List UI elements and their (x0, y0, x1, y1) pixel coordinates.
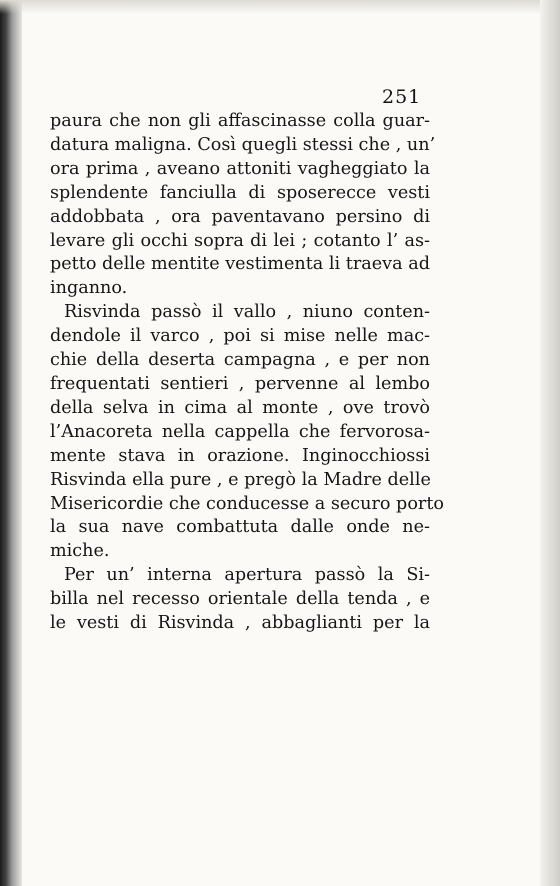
text-line: chie della deserta campagna , e per non (50, 350, 430, 371)
text-line: della selva in cima al monte , ove trovò (50, 397, 430, 418)
text-line: le vesti di Risvinda , abbaglianti per la (50, 613, 430, 634)
book-spine-shadow (0, 0, 22, 886)
text-line: mente stava in orazione. Inginocchiossi (50, 445, 430, 466)
page-right-edge (540, 0, 560, 886)
text-line: dendole il varco , poi si mise nelle mac- (50, 326, 430, 347)
text-line: petto delle mentite vestimenta li traeva ad (50, 254, 430, 275)
body-text (50, 110, 444, 636)
text-line: l’Anacoreta nella cappella che fervorosa- (50, 421, 430, 442)
text-line: Risvinda ella pure , e pregò la Madre delle (50, 469, 431, 490)
text-line: levare gli occhi sopra di lei ; cotanto l’ as- (50, 230, 430, 251)
text-line: miche. (50, 541, 110, 562)
page-number: 251 (382, 86, 422, 108)
text-line: frequentati sentieri , pervenne al lembo (50, 373, 430, 394)
text-line: splendente fanciulla di sposerecce vesti (50, 182, 430, 203)
text-line: Misericordie che conducesse a securo porto (50, 493, 444, 514)
page-top-edge (0, 0, 560, 14)
text-line: datura maligna. Così quegli stessi che , un’ (50, 134, 436, 155)
text-line: inganno. (50, 278, 128, 299)
text-line: Per un’ interna apertura passò la Si- (64, 565, 430, 586)
text-line: ora prima , aveano attoniti vagheggiato la (50, 158, 430, 179)
text-line: la sua nave combattuta dalle onde ne- (50, 517, 430, 538)
text-line: paura che non gli affascinasse colla guar- (50, 111, 430, 131)
text-line: addobbata , ora paventavano persino di (50, 206, 430, 227)
text-line: Risvinda passò il vallo , niuno conten- (64, 302, 430, 323)
text-line: billa nel recesso orientale della tenda , e (50, 589, 430, 610)
